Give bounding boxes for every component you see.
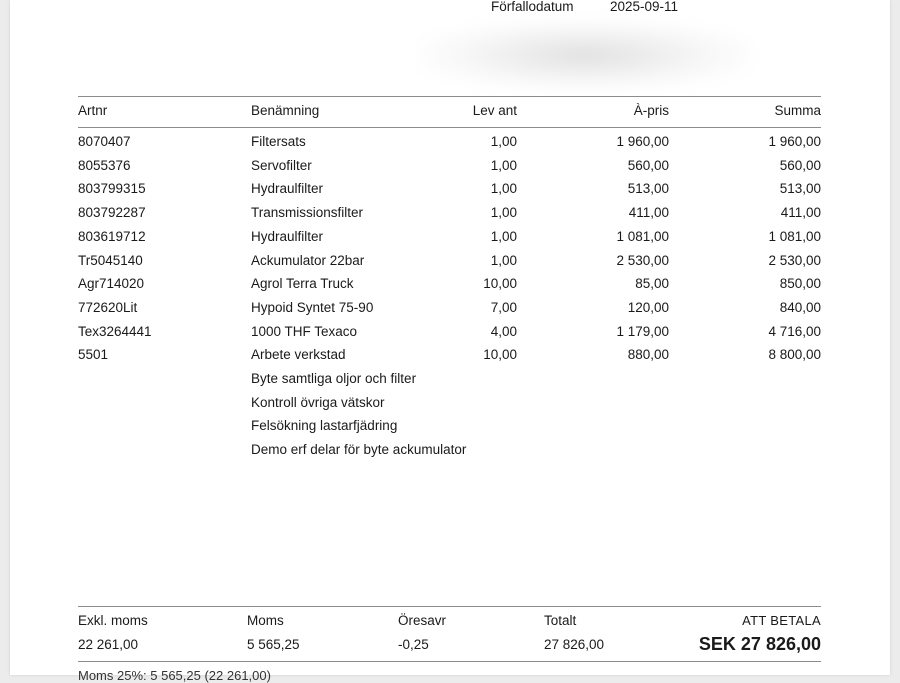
cell-artnr: 772620Lit — [78, 299, 138, 315]
oresavr-label: Öresavr — [398, 613, 447, 628]
cell-benamning: Agrol Terra Truck — [251, 276, 354, 292]
cell-benamning: 1000 THF Texaco — [251, 323, 358, 339]
header-divider — [78, 127, 821, 128]
cell-artnr: 803799315 — [78, 181, 146, 197]
moms-label: Moms — [247, 613, 284, 628]
cell-apris: 880,00 — [627, 347, 669, 363]
cell-artnr: 8070407 — [78, 134, 131, 149]
cell-levant: 7,00 — [490, 299, 517, 315]
header-artnr: Artnr — [78, 103, 108, 118]
cell-levant: 1,00 — [490, 181, 517, 197]
cell-summa: 840,00 — [779, 299, 821, 315]
due-date-value: 2025-09-11 — [610, 0, 679, 14]
header-benamning: Benämning — [251, 103, 320, 118]
cell-summa: 513,00 — [779, 181, 821, 197]
cell-levant: 1,00 — [490, 252, 517, 268]
cell-summa: 8 800,00 — [768, 347, 821, 363]
cell-artnr: 803619712 — [78, 228, 146, 244]
cell-artnr: Agr714020 — [78, 276, 145, 292]
att-betala-value: SEK 27 826,00 — [698, 634, 821, 654]
cell-apris: 2 530,00 — [616, 252, 669, 268]
cell-benamning: Filtersats — [251, 134, 306, 149]
exkl-moms-label: Exkl. moms — [78, 613, 148, 628]
cell-artnr: 803792287 — [78, 205, 146, 221]
cell-levant: 1,00 — [490, 157, 517, 173]
cell-apris: 560,00 — [627, 157, 669, 173]
cell-summa: 4 716,00 — [768, 323, 821, 339]
cell-benamning: Hydraulfilter — [251, 181, 324, 197]
exkl-moms-value: 22 261,00 — [78, 637, 139, 652]
header-apris: À-pris — [633, 103, 669, 118]
note-line: Felsökning lastarfjädring — [251, 418, 398, 434]
cell-summa: 850,00 — [779, 276, 821, 292]
cell-levant: 1,00 — [490, 228, 517, 244]
cell-apris: 513,00 — [627, 181, 669, 197]
cell-benamning: Arbete verkstad — [251, 347, 346, 363]
cell-apris: 85,00 — [635, 276, 669, 292]
cell-apris: 1 179,00 — [616, 323, 669, 339]
cell-benamning: Hydraulfilter — [251, 228, 324, 244]
cell-summa: 2 530,00 — [768, 252, 821, 268]
note-line: Demo erf delar för byte ackumulator — [251, 442, 467, 458]
cell-benamning: Transmissionsfilter — [251, 205, 364, 221]
cell-apris: 120,00 — [627, 299, 669, 315]
header-summa: Summa — [774, 103, 821, 118]
cell-apris: 1 081,00 — [616, 228, 669, 244]
totalt-value: 27 826,00 — [544, 637, 605, 652]
cell-apris: 1 960,00 — [616, 134, 669, 149]
att-betala-label: ATT BETALA — [742, 613, 821, 628]
cell-summa: 411,00 — [780, 205, 821, 221]
cell-levant: 10,00 — [483, 347, 517, 363]
cell-benamning: Servofilter — [251, 157, 312, 173]
totalt-label: Totalt — [544, 613, 577, 628]
table-top-divider — [78, 96, 821, 97]
due-date — [491, 0, 678, 14]
cell-levant: 1,00 — [490, 205, 517, 221]
cell-summa: 1 081,00 — [768, 228, 821, 244]
note-line: Kontroll övriga vätskor — [251, 394, 385, 410]
cell-levant: 10,00 — [483, 276, 517, 292]
header-levant: Lev ant — [472, 103, 517, 118]
cell-artnr: 8055376 — [78, 157, 131, 173]
oresavr-value: -0,25 — [398, 637, 429, 652]
due-date-label: Förfallodatum — [491, 0, 574, 14]
cell-artnr: Tex3264441 — [78, 323, 152, 339]
note-line: Byte samtliga oljor och filter — [251, 371, 417, 386]
cell-benamning: Ackumulator 22bar — [251, 252, 365, 268]
cell-levant: 4,00 — [490, 323, 517, 339]
redacted-area — [420, 20, 750, 90]
cell-levant: 1,00 — [490, 134, 517, 149]
cell-summa: 560,00 — [779, 157, 821, 173]
cell-summa: 1 960,00 — [768, 134, 821, 149]
cell-apris: 411,00 — [628, 205, 669, 221]
cell-artnr: Tr5045140 — [78, 252, 143, 268]
vat-summary-line: Moms 25%: 5 565,25 (22 261,00) — [78, 668, 271, 683]
totals-top-divider — [78, 606, 821, 607]
moms-value: 5 565,25 — [247, 637, 300, 652]
cell-artnr: 5501 — [78, 347, 109, 363]
totals-bottom-divider — [78, 661, 821, 662]
cell-benamning: Hypoid Syntet 75-90 — [251, 299, 374, 315]
